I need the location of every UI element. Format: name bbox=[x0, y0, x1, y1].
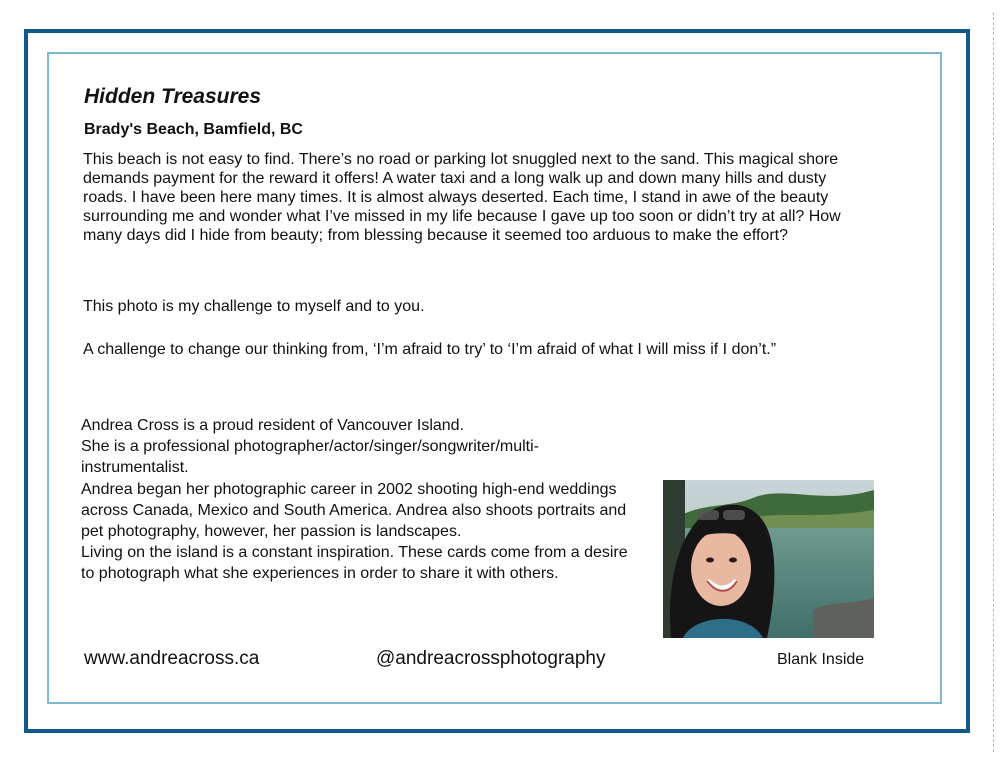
bio-line-1: Andrea Cross is a proud resident of Vancouver Island. bbox=[81, 417, 465, 434]
bio-line-3: Andrea began her photographic career in 2002 shooting high-end weddings across Canada, Mexico and South America. Andrea also shoots portraits and pet photography, however, her passion is landscapes. bbox=[81, 480, 627, 541]
website-link[interactable]: www.andreacross.ca bbox=[84, 648, 260, 669]
artist-portrait-photo bbox=[663, 480, 874, 638]
story-paragraph-1: This beach is not easy to find. There’s no road or parking lot snuggled next to the sand. This magical shore demands payment for the reward it offers! A water taxi and a long walk up and down many hills and dusty roads. I have been here many times. It is almost always deserted. Each time, I stand in awe of the beauty surrounding me and wonder what I’ve missed in my life because I gave up too soon or didn’t try at all? How many days did I hide from beauty; from blessing because it seemed too arduous to make the effort? bbox=[83, 151, 841, 244]
story-paragraph-2: This photo is my challenge to myself and to you. bbox=[83, 298, 425, 315]
social-handle[interactable]: @andreacrossphotography bbox=[376, 648, 606, 669]
fold-guide-dashed-line bbox=[993, 12, 994, 752]
blank-inside-note: Blank Inside bbox=[777, 651, 865, 668]
card-title: Hidden Treasures bbox=[84, 85, 262, 108]
artist-bio bbox=[81, 415, 641, 585]
bio-line-2: She is a professional photographer/actor/singer/songwriter/multi-instrumentalist. bbox=[81, 438, 540, 477]
story-paragraph-3: A challenge to change our thinking from, ‘I’m afraid to try’ to ‘I’m afraid of what I will miss if I don’t.” bbox=[83, 341, 777, 358]
bio-line-4: Living on the island is a constant inspiration. These cards come from a desire to photograph what she experiences in order to share it with others. bbox=[81, 544, 628, 583]
location-subtitle: Brady's Beach, Bamfield, BC bbox=[84, 121, 303, 138]
